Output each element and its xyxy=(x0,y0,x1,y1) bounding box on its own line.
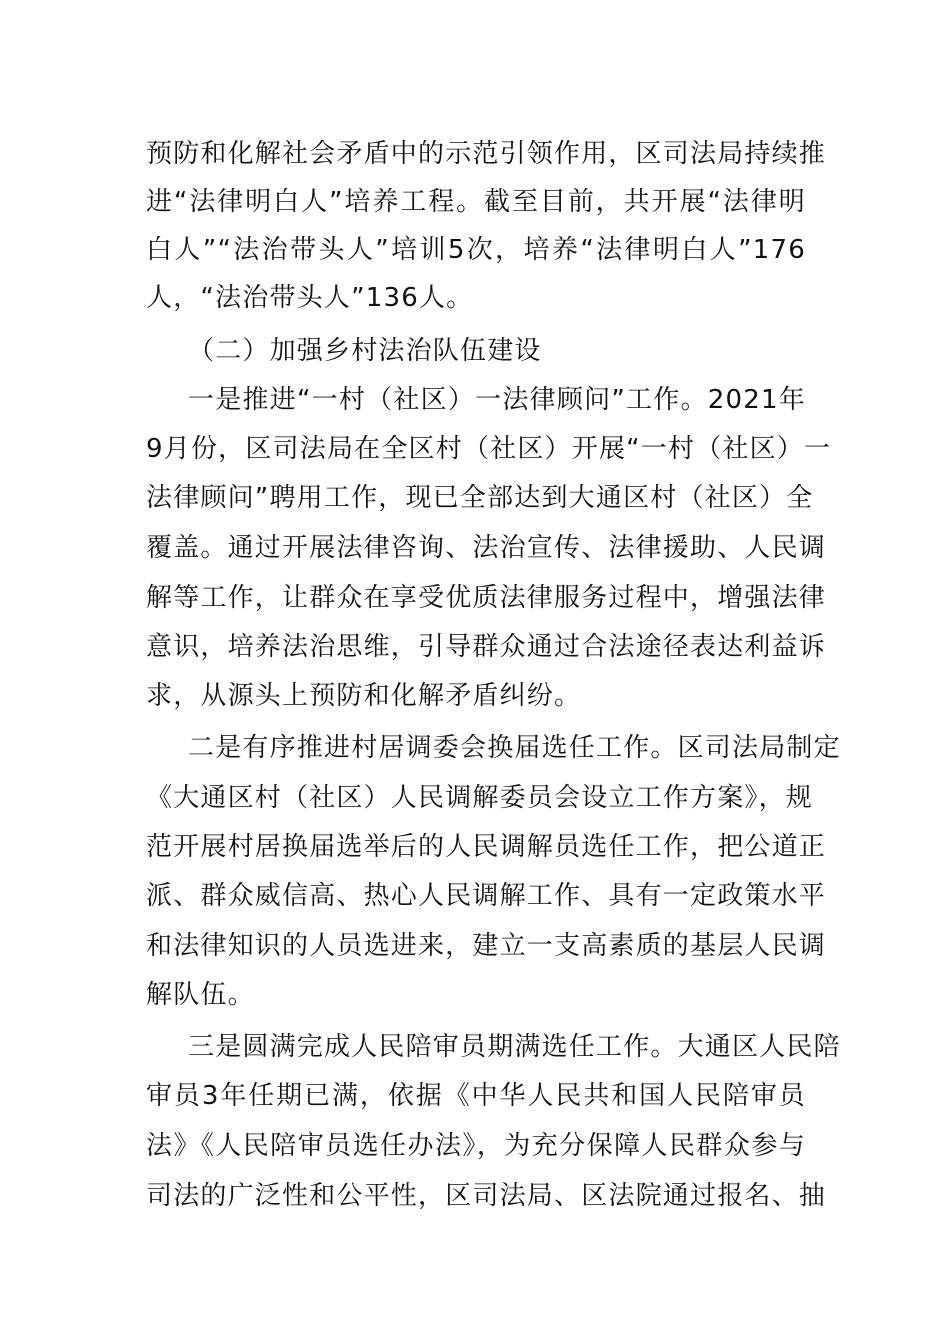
body-text-line: 预防和化解社会矛盾中的示范引领作用，区司法局持续推 xyxy=(146,139,827,169)
body-text-line: 范开展村居换届选举后的人民调解员选任工作，把公道正 xyxy=(146,832,827,862)
body-text-line: 法》《人民陪审员选任办法》，为充分保障人民群众参与 xyxy=(146,1131,806,1161)
body-text-line: 《大通区村（社区）人民调解委员会设立工作方案》，规 xyxy=(146,783,814,813)
body-text-line: 覆盖。通过开展法律咨询、法治宣传、法律援助、人民调 xyxy=(146,533,827,563)
body-text-line: 白人”“法治带头人”培训5次，培养“法律明白人”176 xyxy=(146,235,806,265)
paragraph-first-line: 一是推进“一村（社区）一法律顾问”工作。2021年 xyxy=(188,385,806,415)
paragraph-first-line: 三是圆满完成人民陪审员期满选任工作。大通区人民陪 xyxy=(188,1032,841,1062)
body-text-line: 解等工作，让群众在享受优质法律服务过程中，增强法律 xyxy=(146,583,827,613)
body-text-line: 派、群众威信高、热心人民调解工作、具有一定政策水平 xyxy=(146,881,827,911)
body-text-line: 解队伍。 xyxy=(146,980,255,1010)
body-text-line: 意识，培养法治思维，引导群众通过合法途径表达利益诉 xyxy=(146,632,827,662)
body-text-line: 进“法律明白人”培养工程。截至目前，共开展“法律明 xyxy=(146,187,806,217)
paragraph-first-line: 二是有序推进村居调委会换届选任工作。区司法局制定 xyxy=(188,733,841,763)
body-text-line: 和法律知识的人员选进来，建立一支高素质的基层人民调 xyxy=(146,931,827,961)
body-text-line: 审员3年任期已满，依据《中华人民共和国人民陪审员 xyxy=(146,1081,806,1111)
body-text-line: 人，“法治带头人”136人。 xyxy=(146,283,474,313)
body-text-line: 9月份，区司法局在全区村（社区）开展“一村（社区）一 xyxy=(146,434,832,464)
body-text-line: 法律顾问”聘用工作，现已全部达到大通区村（社区）全 xyxy=(146,483,814,513)
section-heading: （二）加强乡村法治队伍建设 xyxy=(188,336,542,366)
body-text-line: 求，从源头上预防和化解矛盾纠纷。 xyxy=(146,681,582,711)
body-text-line: 司法的广泛性和公平性，区司法局、区法院通过报名、抽 xyxy=(146,1181,827,1211)
